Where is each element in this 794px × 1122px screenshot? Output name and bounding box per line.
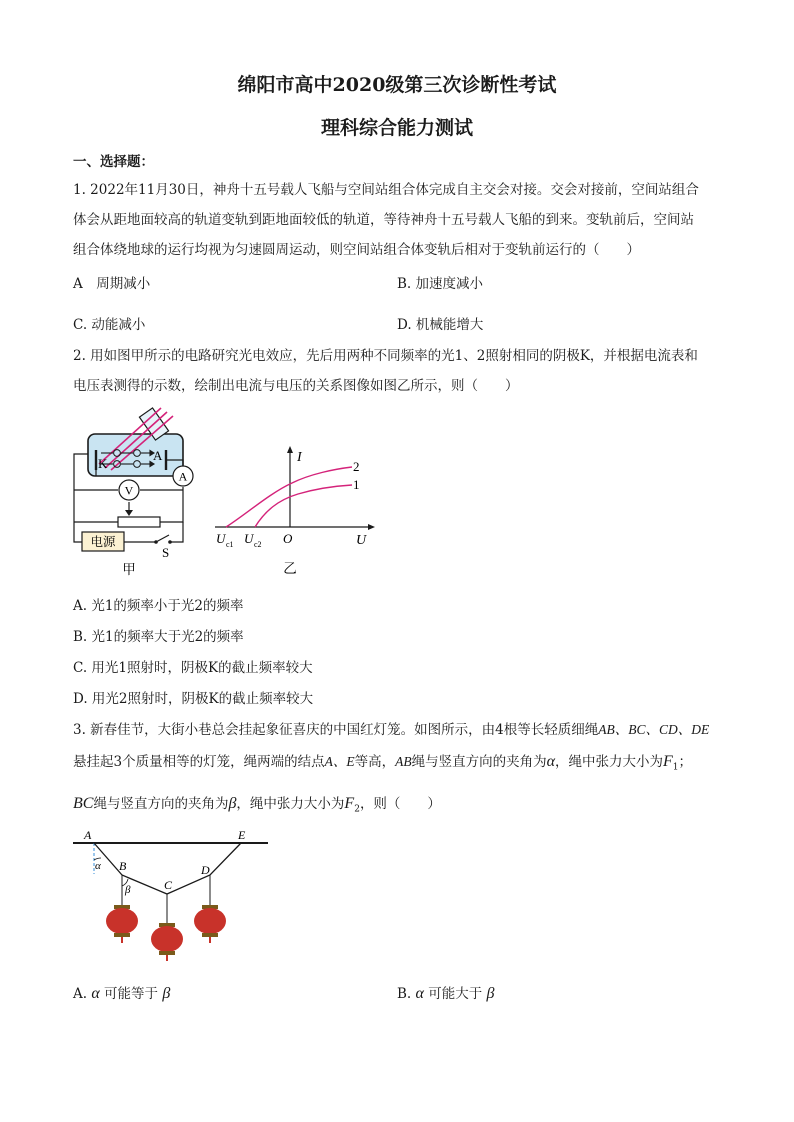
uc2-subscript: c2 — [254, 540, 262, 549]
anode-label: A — [153, 448, 163, 463]
iu-graph — [210, 445, 380, 580]
point-c-label: C — [164, 878, 173, 892]
curve-1-label: 1 — [353, 477, 360, 492]
figure-yi-caption: 乙 — [283, 561, 297, 576]
q1-stem-line-1: 1. 2022年11月30日，神舟十五号载人飞船与空间站组合体完成自主交会对接。交会对接前，空间站组合 — [73, 182, 699, 198]
u-axis-label: U — [356, 533, 367, 548]
origin-label: O — [283, 531, 293, 546]
cathode-label: K — [98, 456, 108, 471]
q1-option-a: A 周期减小 — [73, 276, 151, 292]
q3-stem-line-3: BC绳与竖直方向的夹角为β，绳中张力大小为$F_2$，则（ ） — [73, 795, 441, 815]
q2-option-c: C. 用光1照射时，阴极K的截止频率较大 — [73, 660, 313, 676]
page-subtitle: 理科综合能力测试 — [320, 117, 473, 139]
alpha-label: α — [95, 860, 101, 872]
point-e-label: E — [238, 828, 246, 842]
q1-stem-line-3: 组合体绕地球的运行均视为匀速圆周运动，则空间站组合体变轨后相对于变轨前运行的（ ） — [73, 242, 640, 258]
point-b-label: B — [119, 859, 127, 873]
figure-jia-caption: 甲 — [122, 562, 136, 577]
i-axis-label: I — [297, 450, 302, 465]
switch-label: S — [162, 545, 170, 560]
switch — [156, 535, 169, 542]
point-d-label: D — [201, 863, 210, 877]
q2-stem-line-2: 电压表测得的示数，绘制出电流与电压的关系图像如图乙所示，则（ ） — [73, 378, 519, 394]
rheostat — [118, 517, 160, 527]
uc2-label: U — [244, 531, 254, 546]
voltmeter-label: V — [124, 483, 134, 498]
q1-option-b: B. 加速度减小 — [397, 276, 484, 292]
uc1-label: U — [216, 531, 226, 546]
section-heading: 一、选择题： — [73, 154, 154, 170]
rheostat-slider — [125, 510, 133, 516]
page-title: 绵阳市高中2020级第三次诊断性考试 — [237, 74, 557, 96]
lantern-c — [151, 923, 183, 961]
ammeter-label: A — [178, 469, 188, 484]
lantern-d — [194, 905, 226, 943]
q2-stem-line-1: 2. 用如图甲所示的电路研究光电效应，先后用两种不同频率的光1、2照射相同的阴极K，并根据电流表和 — [73, 348, 698, 364]
q1-option-c: C. 动能减小 — [73, 317, 146, 333]
q2-option-d: D. 用光2照射时，阴极K的截止频率较大 — [73, 691, 314, 707]
lantern-figure — [70, 826, 275, 966]
uc1-subscript: c1 — [226, 540, 234, 549]
power-source-label: 电源 — [90, 535, 116, 549]
q2-option-a: A. 光1的频率小于光2的频率 — [73, 598, 244, 614]
photoelectric-circuit-diagram — [66, 402, 216, 582]
q3-option-b: B. α 可能大于 β — [397, 985, 495, 1002]
q3-option-a: A. α 可能等于 β — [73, 985, 171, 1002]
q3-stem-line-2: 悬挂起3个质量相等的灯笼，绳两端的结点A、E等高，AB绳与竖直方向的夹角为α，绳中张力大小为$F_1$； — [73, 753, 693, 773]
curve-2-label: 2 — [353, 459, 360, 474]
q1-option-d: D. 机械能增大 — [397, 317, 484, 333]
q2-option-b: B. 光1的频率大于光2的频率 — [73, 629, 244, 645]
beta-label: β — [125, 884, 131, 896]
lantern-b — [106, 905, 138, 943]
q1-stem-line-2: 体会从距地面较高的轨道变轨到距地面较低的轨道，等待神舟十五号载人飞船的到来。变轨前后，空间站 — [73, 212, 694, 228]
curve-1 — [255, 485, 352, 527]
q3-stem-line-1: 3. 新春佳节，大街小巷总会挂起象征喜庆的中国红灯笼。如图所示，由4根等长轻质细绳AB、BC、CD、DE — [73, 722, 710, 738]
point-a-label: A — [84, 828, 92, 842]
